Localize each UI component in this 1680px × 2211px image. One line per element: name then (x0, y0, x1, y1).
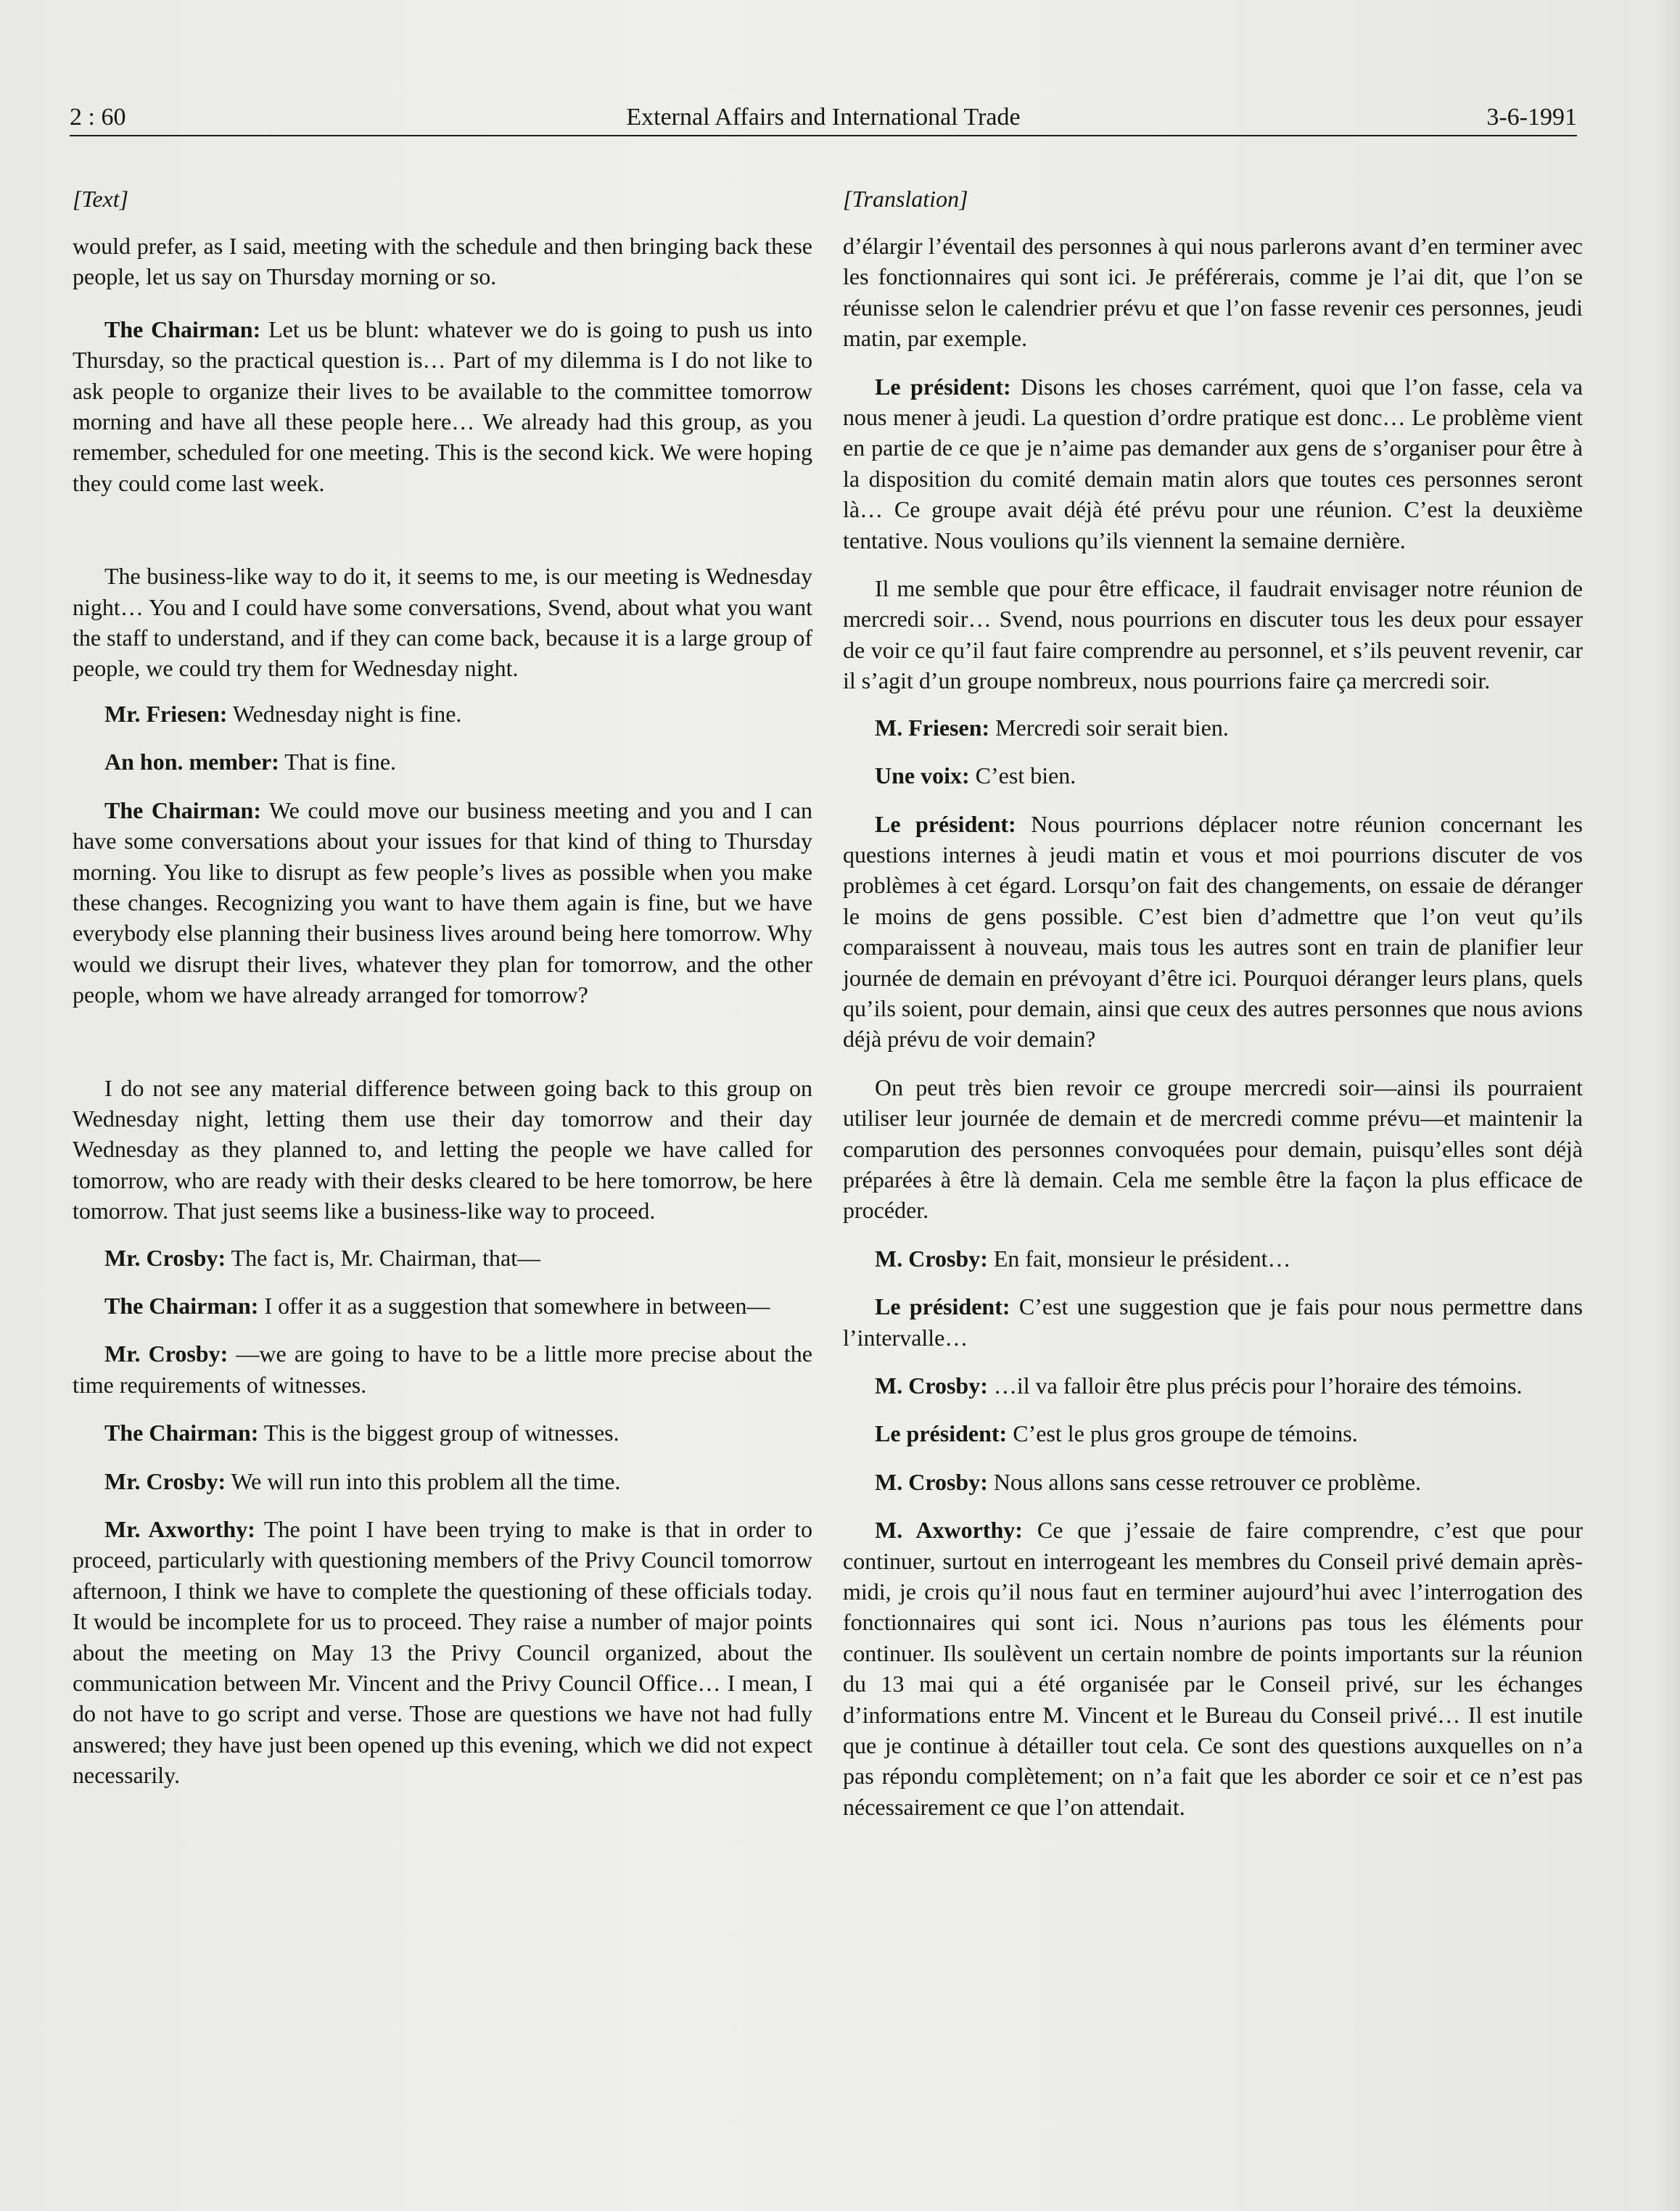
page-edge-shadow (1660, 0, 1680, 2211)
speaker: The Chairman: (104, 1292, 259, 1319)
column-label: [Text] (73, 186, 129, 212)
paragraph-text: Nous pourrions déplacer notre réunion concernant les questions internes à jeudi matin et vous et moi pourrions discuter de vos problèmes à cet égard. Lorsqu’on fait des changements, on essaie de déranger le moins de gens possible. C’est bien d’admettre que l’on veut qu’ils comparaissent à nouveau, mais tous les autres sont en train de planifier leur journée de demain en prévoyant d’être ici. Pourquoi déranger leurs plans, quels qu’ils soient, pour demain, ainsi que ceux des autres personnes que nous avions déjà prévu de voir demain? (843, 810, 1584, 1053)
paragraph-text: C’est bien. (969, 762, 1076, 789)
paragraph (843, 1467, 1583, 1497)
speaker: Mr. Friesen: (104, 700, 228, 727)
paragraph (73, 1338, 812, 1400)
paragraph-text: Disons les choses carrément, quoi que l’on fasse, cela va nous mener à jeudi. La question d’ordre pratique est donc… Le problème vient en partie de ce que je n’aime pas demander aux gens de s’organiser pour être à la disposition du comité demain matin alors que toutes ces personnes seront là… Ce groupe avait déjà été prévu pour une réunion. C’est la deuxième tentative. Nous voulions qu’ils viennent la semaine dernière. (843, 373, 1583, 553)
paragraph-text: Nous allons sans cesse retrouver ce problème. (987, 1468, 1421, 1495)
paragraph-text: —we are going to have to be a little more precise about the time requirements of witnesses. (73, 1341, 813, 1398)
paragraph-text: We could move our business meeting and you and I can have some conversations about your issues for that kind of thing to Thursday morning. You like to disrupt as few people’s lives as possible when you make these changes. Recognizing you want to have them again is fine, but we have everybody else planning their business lives around being here tomorrow. Why would we disrupt their lives, whatever they plan for tomorrow, and the other people, whom we have already arranged for tomorrow? (73, 796, 813, 1008)
header-rule (70, 135, 1577, 136)
paragraph-text: The business-like way to do it, it seems to me, is our meeting is Wednesday night… You and I could have some conversations, Svend, about what you want the staff to understand, and if they can come back, because it is a large group of people, we could try them for Wednesday night. (73, 563, 812, 682)
english-column (73, 184, 812, 1791)
running-header (70, 100, 1577, 138)
paragraph (843, 1072, 1583, 1226)
column-label: [Translation] (843, 186, 968, 212)
paragraph-text: Il me semble que pour être efficace, il faudrait envisager notre réunion de mercredi soir… Svend, nous pourrions en discuter tous les deux pour essayer de voir ce qu’il faut faire comprendre au personnel, et s’ils peuvent revenir, car il s’agit d’un groupe nombreux, nous pourrions faire ça mercredi soir. (843, 575, 1583, 694)
paragraph-text: Let us be blunt: whatever we do is going to push us into Thursday, so the practical question is… Part of my dilemma is I do not like to ask people to organize their lives to be available to the committee tomorrow morning and have all these people here… We already had this group, as you remember, scheduled for one meeting. This is the second kick. We were hoping they could come last week. (73, 316, 813, 496)
paragraph (73, 314, 812, 498)
paragraph-text: d’élargir l’éventail des personnes à qui nous parlerons avant d’en terminer avec les fonctionnaires qui sont ici. Je préférerais, comme je l’ai dit, que l’on se réunisse selon le calendrier prévu et que l’on fasse revenir ces personnes, jeudi matin, par exemple. (843, 233, 1583, 352)
speaker: Mr. Crosby: (104, 1244, 226, 1271)
paragraph-text: I do not see any material difference between going back to this group on Wednesday night, letting them use their day tomorrow and their day Wednesday as they planned to, and letting the people we have called for tomorrow, who are ready with their desks cleared to be here tomorrow, be here tomorrow. That just seems like a business-like way to proceed. (73, 1074, 812, 1224)
paragraph-text: Wednesday night is fine. (227, 700, 462, 727)
paragraph-text: The point I have been trying to make is that in order to proceed, particularly with questioning members of the Privy Council tomorrow afternoon, I think we have to complete the questioning of these officials today. It would be incomplete for us to proceed. They raise a number of major points about the meeting on May 13 the Privy Council organized, about the communication between Mr. Vincent and the Privy Council Office… I mean, I do not have to go script and verse. Those are questions we have not had fully answered; they have just been opened up this evening, which we did not expect necessarily. (73, 1516, 813, 1789)
paragraph-text: would prefer, as I said, meeting with the schedule and then bringing back these people, let us say on Thursday morning or so. (73, 233, 812, 290)
sitting-date: 3-6-1991 (1486, 104, 1577, 131)
paragraph (843, 712, 1583, 743)
paragraph (843, 1370, 1583, 1401)
speaker: Une voix: (875, 762, 970, 789)
speaker: M. Crosby: (875, 1468, 988, 1495)
paragraph (843, 1515, 1583, 1822)
paragraph-text: En fait, monsieur le président… (987, 1245, 1291, 1272)
paragraph (843, 231, 1583, 354)
paragraph-text: C’est une suggestion que je fais pour nous permettre dans l’intervalle… (843, 1293, 1584, 1351)
speaker: Mr. Axworthy: (104, 1516, 255, 1542)
paragraph (73, 795, 812, 1010)
paragraph (73, 561, 812, 684)
paragraph (73, 746, 812, 777)
speaker: M. Friesen: (875, 714, 990, 741)
speaker: The Chairman: (104, 316, 261, 342)
paragraph-text: C’est le plus gros groupe de témoins. (1007, 1420, 1358, 1447)
paragraph (73, 1073, 812, 1227)
paragraph-text: That is fine. (279, 749, 397, 775)
paragraph (843, 1291, 1583, 1353)
paragraph (73, 1466, 812, 1496)
speaker: M. Axworthy: (875, 1517, 1023, 1544)
paragraph (843, 1243, 1583, 1274)
paragraph (843, 573, 1583, 696)
paragraph (73, 699, 812, 729)
speaker: Le président: (875, 810, 1016, 837)
speaker: The Chairman: (104, 796, 261, 823)
paragraph-text: This is the biggest group of witnesses. (258, 1420, 619, 1446)
speaker: Mr. Crosby: (104, 1341, 228, 1367)
speaker: Le président: (875, 373, 1011, 400)
french-column (843, 184, 1583, 1822)
speaker: M. Crosby: (875, 1372, 988, 1399)
paragraph (73, 1290, 812, 1321)
paragraph (73, 231, 812, 292)
paragraph-text: We will run into this problem all the time. (226, 1467, 621, 1494)
speaker: Le président: (875, 1293, 1010, 1320)
paragraph-text: …il va falloir être plus précis pour l’horaire des témoins. (987, 1372, 1523, 1399)
paragraph (843, 760, 1583, 791)
paragraph (843, 1418, 1583, 1449)
paragraph (73, 1417, 812, 1448)
page-number: 2 : 60 (70, 104, 126, 131)
paragraph (73, 1243, 812, 1273)
paragraph-text: Mercredi soir serait bien. (989, 714, 1229, 741)
speaker: The Chairman: (104, 1420, 259, 1446)
paragraph-text: The fact is, Mr. Chairman, that— (226, 1244, 541, 1271)
paragraph (843, 809, 1583, 1055)
speaker: M. Crosby: (875, 1245, 988, 1272)
paragraph-text: I offer it as a suggestion that somewhere in between— (258, 1292, 770, 1319)
paragraph (73, 1514, 812, 1791)
paragraph (843, 371, 1583, 556)
publication-title: External Affairs and International Trade (626, 104, 1021, 131)
paragraph-text: On peut très bien revoir ce groupe mercredi soir—ainsi ils pourraient utiliser leur journée de demain et de mercredi comme prévu—et maintenir la comparution des personnes convoquées pour demain, puisqu’elles sont déjà préparées à être là demain. Cela me semble être la façon la plus efficace de procéder. (843, 1074, 1583, 1224)
speaker: Mr. Crosby: (104, 1467, 226, 1494)
speaker: Le président: (875, 1420, 1008, 1447)
speaker: An hon. member: (104, 749, 279, 775)
paragraph-text: Ce que j’essaie de faire comprendre, c’est que pour continuer, surtout en interrogeant les membres du Conseil privé demain après-midi, je crois qu’il nous faut en terminer aujourd’hui avec l’interrogation des fonctionnaires qui sont ici. Nous n’aurions pas tous les éléments pour continuer. Ils soulèvent un certain nombre de points importants sur la réunion du 13 mai qui a été organisée par le Conseil privé, sur les échanges d’informations entre M. Vincent et le Bureau du Conseil privé… Il est inutile que je continue à détailler tout cela. Ce sont des questions auxquelles on n’a pas répondu complètement; on n’a fait que les aborder ce soir et ce n’est pas nécessairement ce que l’on attendait. (843, 1517, 1584, 1820)
